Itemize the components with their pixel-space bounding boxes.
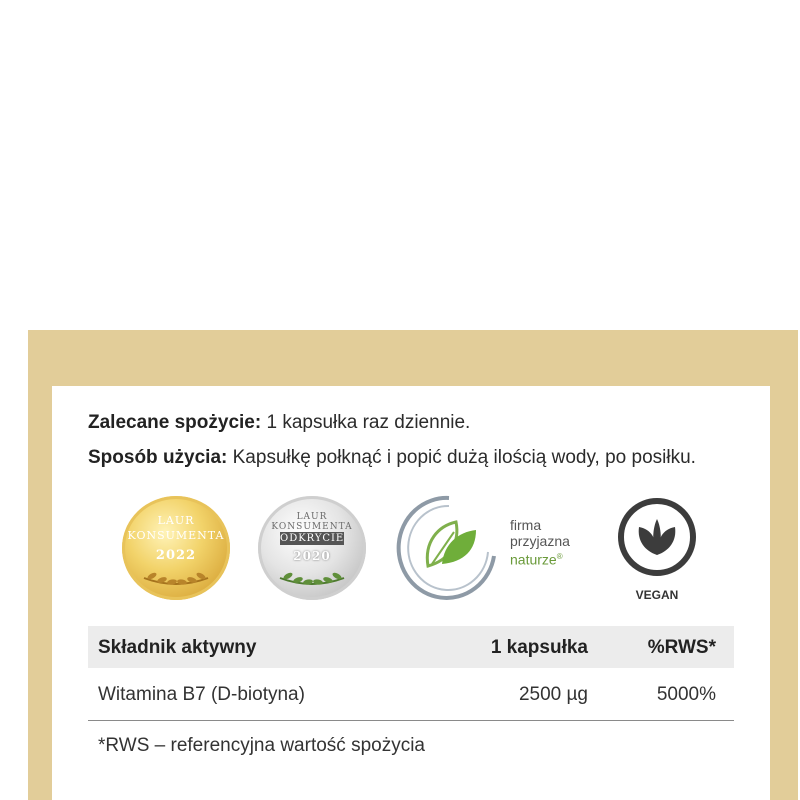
- laur-konsumenta-odkrycie-2020-badge: [258, 496, 366, 600]
- eco-text-line3: naturze: [510, 551, 557, 568]
- usage-method: [88, 447, 696, 469]
- silver-badge-line1: LAUR KONSUMENTA: [271, 512, 353, 532]
- green-laurel-wreath-icon: [274, 564, 350, 588]
- eco-text-line1: firma: [510, 517, 542, 533]
- silver-badge-year: 2020: [293, 549, 331, 563]
- rws-footnote: *RWS – referencyjna wartość spożycia: [98, 735, 425, 756]
- row-per-capsule: 2500 µg: [518, 684, 588, 705]
- silver-badge-line2: ODKRYCIE: [280, 533, 345, 544]
- vegan-leaf-icon: [617, 497, 697, 577]
- gold-badge-year: 2022: [155, 548, 197, 563]
- eco-leaf-icon: [396, 492, 502, 602]
- header-rws: %RWS*: [647, 637, 716, 658]
- gold-badge-line2: KONSUMENTA: [127, 529, 225, 542]
- recommended-intake-label: Zalecane spożycie:: [88, 412, 262, 433]
- eco-company-text: [510, 517, 570, 568]
- vegan-label: VEGAN: [635, 588, 679, 602]
- recommended-intake: [88, 412, 470, 434]
- usage-method-label: Sposób użycia:: [88, 447, 228, 468]
- row-rws: 5000%: [656, 684, 716, 705]
- table-divider: [88, 720, 734, 721]
- recommended-intake-value: 1 kapsułka raz dziennie.: [261, 412, 471, 433]
- eco-text-line2: przyjazna: [510, 533, 570, 549]
- gold-badge-line1: LAUR: [157, 514, 195, 527]
- header-per-capsule: 1 kapsułka: [490, 637, 588, 658]
- laurel-wreath-icon: [138, 564, 214, 588]
- laur-konsumenta-2022-badge: [122, 496, 230, 600]
- usage-method-value: Kapsułkę połknąć i popić dużą ilością wody, po posiłku.: [227, 447, 696, 468]
- header-ingredient: Składnik aktywny: [98, 637, 257, 658]
- registered-mark: ®: [556, 552, 563, 561]
- row-ingredient: Witamina B7 (D-biotyna): [98, 684, 305, 705]
